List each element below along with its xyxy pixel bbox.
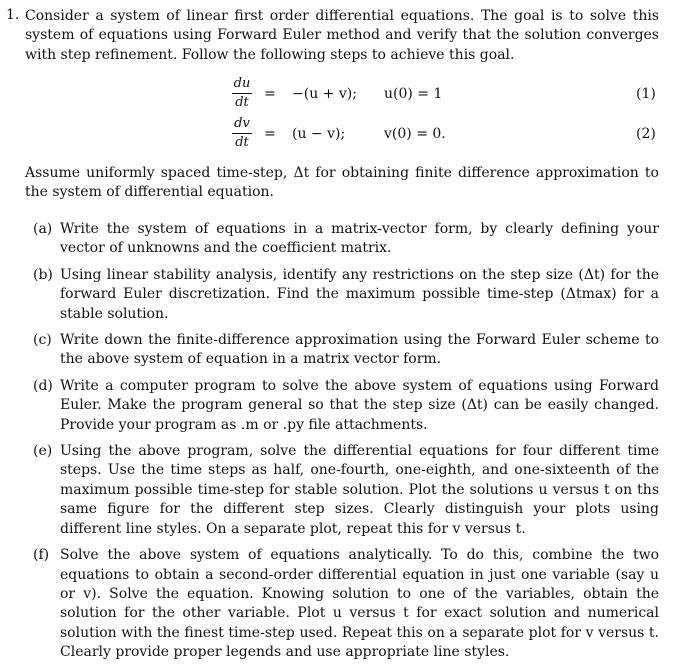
part-label: (f) [33,547,50,564]
part-f [25,546,659,662]
problem-intro: Consider a system of linear first order differential equations. The goal is to solve this system of equations using Forward Euler method and verify that the solution converges with step refinement. Follow the following steps to achieve this goal. [25,8,659,63]
fraction-denominator: dt [235,95,249,110]
part-label: (c) [33,332,52,349]
derivative-du-dt [232,76,252,111]
part-text: Write a computer program to solve the above system of equations using Forward Euler. Make the program general so that the step size (Δt) can be easily changed. Provide your program as .m or .py file attachments. [60,377,659,433]
equation-tag: (2) [636,126,656,142]
initial-condition: u(0) = 1 [384,86,443,102]
part-text: Write the system of equations in a matrix-vector form, by clearly defining your vector of unknowns and the coefficient matrix. [60,221,659,257]
part-text: Write down the finite-difference approximation using the Forward Euler scheme to the above system of equation in a matrix vector form. [60,332,659,368]
equation-1 [0,76,681,114]
part-label: (e) [33,443,53,460]
equals-sign: = [264,126,276,142]
equation-rhs: (u − v); [292,126,346,142]
derivative-dv-dt [232,116,252,151]
part-text: Using the above program, solve the differential equations for four different time steps. Use the time steps as half, one-fourth, one-eighth, and one-sixteenth of the maximum possible time-step for stable solution. Plot the solutions u versus t on ths same figure for the different step sizes. Clearly distinguish your plots using different line styles. On a separate plot, repeat this for v versus t. [60,443,659,537]
part-a [25,220,659,259]
equation-2 [0,116,681,154]
equation-tag: (1) [636,86,656,102]
fraction-numerator: dv [232,116,252,134]
equation-rhs: −(u + v); [292,86,357,102]
part-text: Solve the above system of equations analytically. To do this, combine the two equations to obtain a second-order differential equation in just one variable (say u or v). Solve the equation. Knowing solution to one of the variables, obtain the solution for the other variable. Plot u versus t for exact solution and numerical solution with the finest time-step used. Repeat this on a separate plot for v versus t. Clearly provide proper legends and use appropriate line styles. [60,547,659,661]
part-b [25,266,659,324]
part-e [25,442,659,539]
fraction-denominator: dt [235,135,249,150]
assumption-text: Assume uniformly spaced time-step, Δt for obtaining finite difference approximation to the system of differential equation. [25,165,659,201]
initial-condition: v(0) = 0. [384,126,446,142]
equals-sign: = [264,86,276,102]
part-label: (d) [33,377,53,394]
part-d [25,377,659,435]
part-label: (a) [33,221,53,237]
part-text: Using linear stability analysis, identify any restrictions on the step size (Δt) for the forward Euler discretization. Find the maximum possible time-step (Δtmax) for a stable solution. [60,266,659,322]
part-c [25,331,659,370]
parts-list [25,220,659,670]
fraction-numerator: du [232,76,252,94]
problem-number: 1. [6,7,20,23]
part-label: (b) [33,266,53,283]
